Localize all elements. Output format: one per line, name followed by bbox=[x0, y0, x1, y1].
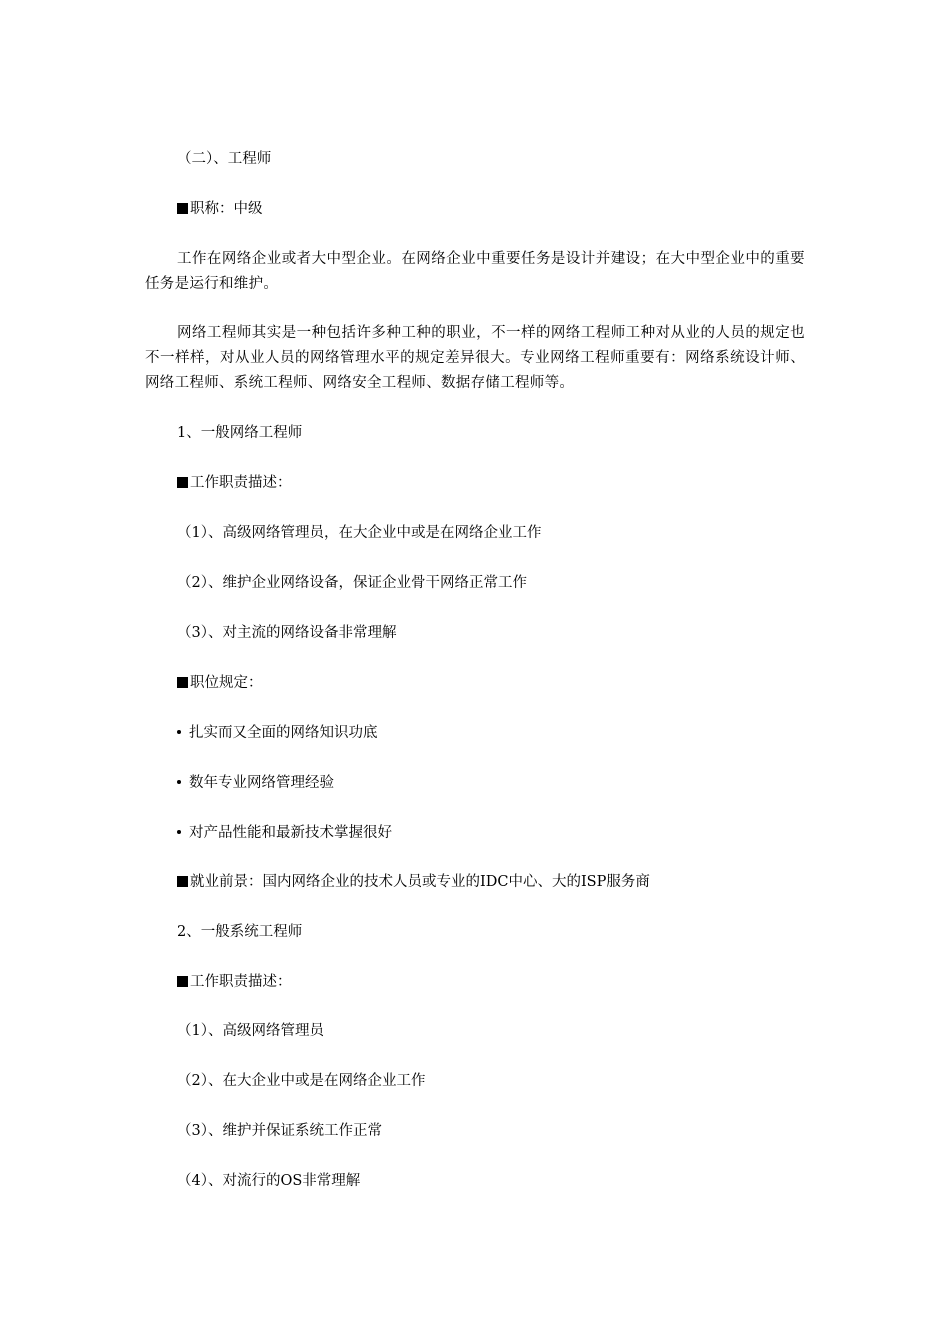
list-item: （2）、在大企业中或是在网络企业工作 bbox=[177, 1073, 426, 1089]
requirement-label: 职位规定： bbox=[190, 675, 263, 691]
bullet-item bbox=[177, 721, 837, 746]
list-item: （1）、高级网络管理员，在大企业中或是在网络企业工作 bbox=[177, 525, 542, 541]
bullet-item-text: 对产品性能和最新技术掌握很好 bbox=[189, 825, 392, 841]
list-item: （4）、对流行的OS非常理解 bbox=[177, 1173, 361, 1189]
subsection-title-system-engineer: 2、一般系统工程师 bbox=[177, 924, 303, 940]
duty-label-row bbox=[177, 471, 837, 496]
duty-label: 工作职责描述： bbox=[190, 475, 292, 491]
prospect-row bbox=[177, 870, 837, 895]
bullet-item bbox=[177, 821, 837, 846]
list-item: （2）、维护企业网络设备，保证企业骨干网络正常工作 bbox=[177, 575, 527, 591]
black-square-bullet-icon bbox=[177, 477, 188, 488]
bullet-dot-icon bbox=[177, 830, 181, 834]
black-square-bullet-icon bbox=[177, 876, 188, 887]
bullet-item-text: 数年专业网络管理经验 bbox=[189, 775, 334, 791]
requirement-label-row bbox=[177, 671, 837, 696]
subsection-title-network-engineer: 1、一般网络工程师 bbox=[177, 425, 303, 441]
duty-label-row bbox=[177, 970, 837, 995]
prospect-text: 就业前景：国内网络企业的技术人员或专业的IDC中心、大的ISP服务商 bbox=[190, 874, 650, 890]
black-square-bullet-icon bbox=[177, 976, 188, 987]
paragraph-work-place: 工作在网络企业或者大中型企业。在网络企业中重要任务是设计并建设；在大中型企业中的重要任务是运行和维护。 bbox=[145, 251, 805, 292]
bullet-dot-icon bbox=[177, 780, 181, 784]
duty-label: 工作职责描述： bbox=[190, 974, 292, 990]
title-label-row bbox=[177, 197, 837, 222]
section-heading: （二）、工程师 bbox=[177, 151, 272, 167]
bullet-dot-icon bbox=[177, 730, 181, 734]
list-item: （3）、对主流的网络设备非常理解 bbox=[177, 625, 397, 641]
paragraph-network-engineer: 网络工程师其实是一种包括许多种工种的职业，不一样的网络工程师工种对从业的人员的规定也不一样样，对从业人员的网络管理水平的规定差异很大。专业网络工程师重要有：网络系统设计师、网络工程师、系统工程师、网络安全工程师、数据存储工程师等。 bbox=[145, 325, 805, 391]
list-item: （1）、高级网络管理员 bbox=[177, 1023, 324, 1039]
bullet-item-text: 扎实而又全面的网络知识功底 bbox=[189, 725, 378, 741]
black-square-bullet-icon bbox=[177, 203, 188, 214]
bullet-item bbox=[177, 771, 837, 796]
list-item: （3）、维护并保证系统工作正常 bbox=[177, 1123, 382, 1139]
title-label: 职称：中级 bbox=[190, 201, 263, 217]
black-square-bullet-icon bbox=[177, 677, 188, 688]
